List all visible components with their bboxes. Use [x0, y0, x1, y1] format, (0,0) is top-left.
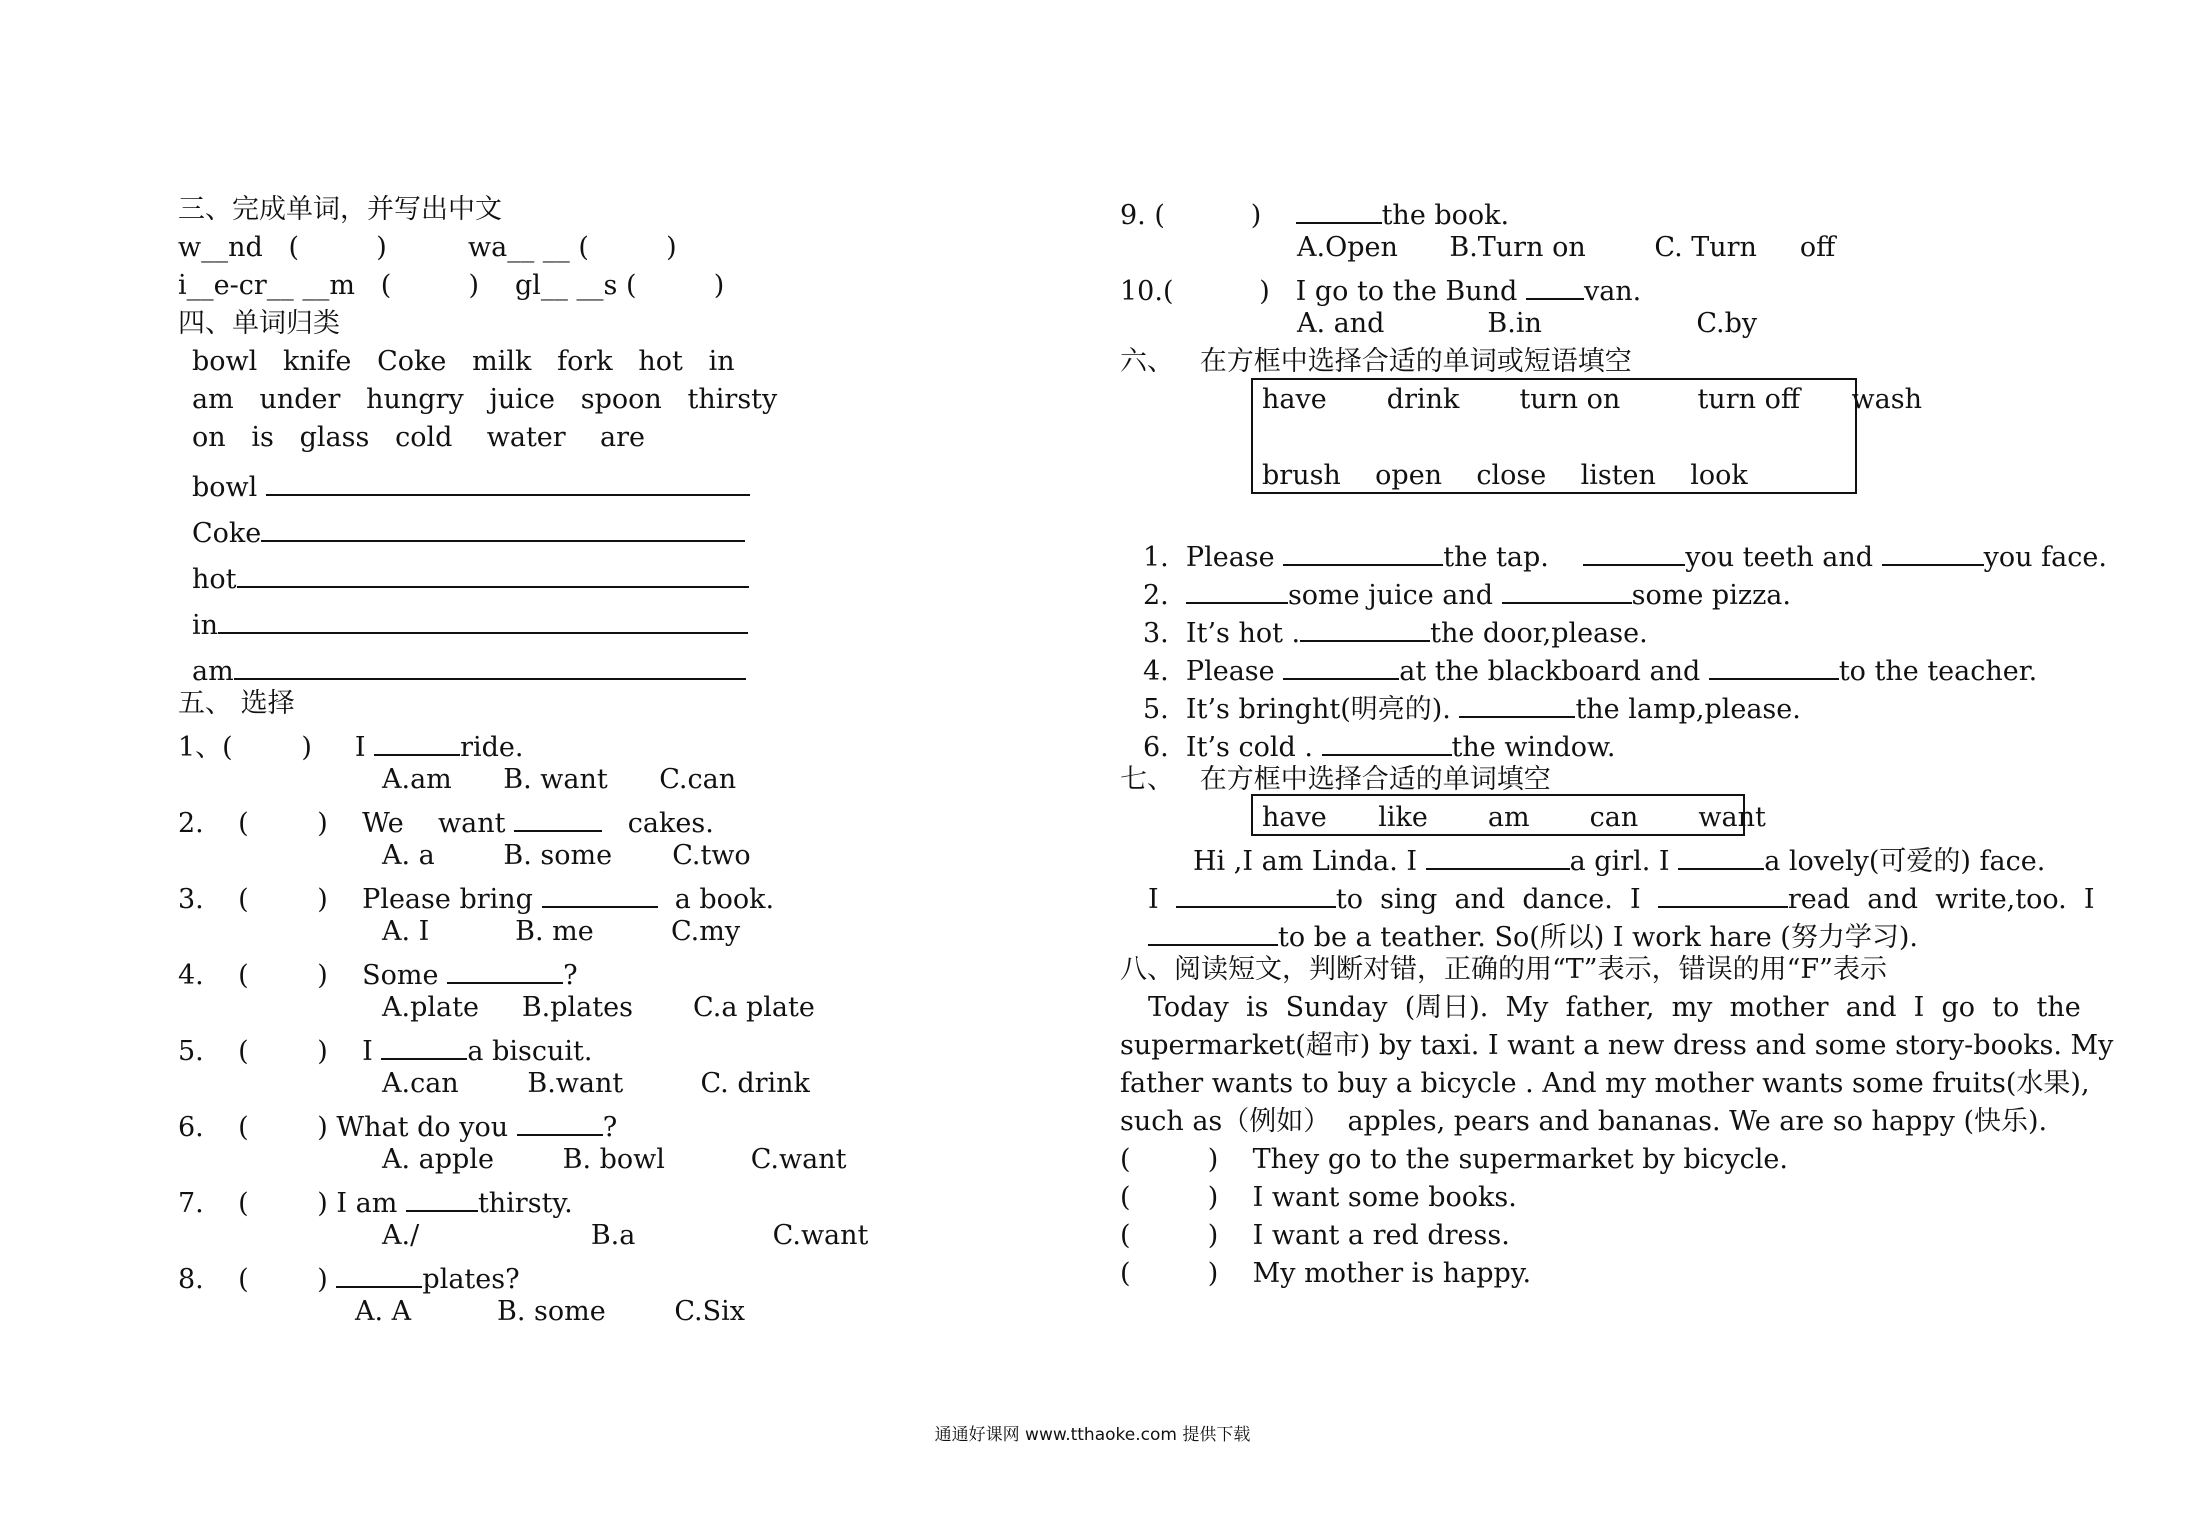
true-false-item: ( ) My mother is happy.	[1120, 1258, 1532, 1289]
blank	[1186, 576, 1288, 604]
fill-sentence	[1143, 576, 1791, 609]
fill-sentence	[1143, 652, 2037, 685]
question-1	[178, 728, 523, 761]
fill-sentence	[1143, 538, 2107, 571]
blank	[234, 652, 746, 680]
question-text: plates?	[422, 1264, 520, 1295]
passage-text: read and write,too. I	[1787, 884, 2095, 915]
reading-passage-line: Today is Sunday (周日). My father, my mother and I go to the	[1148, 992, 2081, 1023]
question-text: a book.	[657, 884, 775, 915]
question-text: 3. ( ) Please bring	[178, 884, 542, 915]
category-label: bowl	[192, 472, 258, 503]
options: A. and B.in C.by	[1297, 308, 1758, 339]
word-box-row: have drink turn on turn off wash	[1262, 384, 1922, 415]
section-8-title: 八、阅读短文，判断对错，正确的用“T”表示，错误的用“F”表示	[1120, 954, 1887, 985]
question-text: 7. ( ) I am	[178, 1188, 406, 1219]
blank	[517, 1108, 603, 1136]
section-7-title: 七、 在方框中选择合适的单词填空	[1120, 764, 1551, 795]
blank	[1300, 614, 1430, 642]
question-text: van.	[1583, 276, 1642, 307]
category-label: in	[192, 610, 219, 641]
blank	[218, 606, 748, 634]
question-text: cakes.	[602, 808, 714, 839]
blank	[336, 1260, 422, 1288]
passage-text: I	[1148, 884, 1176, 915]
question-text: ride.	[460, 732, 524, 763]
blank	[1526, 272, 1584, 300]
question-7	[178, 1184, 573, 1217]
blank	[1426, 842, 1570, 870]
word-bank-row: am under hungry juice spoon thirsty	[192, 384, 778, 415]
spelling-item: w__nd ( )	[178, 232, 387, 263]
word-box-row: have like am can want	[1262, 802, 1766, 833]
sentence-text: to the teacher.	[1838, 656, 2038, 687]
blank	[381, 1032, 467, 1060]
question-text: 5. ( ) I	[178, 1036, 382, 1067]
sentence-text: 6. It’s cold .	[1143, 732, 1322, 763]
passage-line	[1193, 842, 2045, 875]
section-6-title: 六、 在方框中选择合适的单词或短语填空	[1120, 346, 1632, 377]
sentence-text: 5. It’s bringht(明亮的).	[1143, 694, 1460, 725]
options: A.plate B.plates C.a plate	[382, 992, 815, 1023]
question-text: 8. ( )	[178, 1264, 337, 1295]
passage-text: a girl. I	[1569, 846, 1679, 877]
question-text: 1、( ) I	[178, 732, 375, 763]
blank	[1583, 538, 1685, 566]
category-line	[192, 606, 748, 639]
blank	[1658, 880, 1788, 908]
true-false-item: ( ) They go to the supermarket by bicycle.	[1120, 1144, 1788, 1175]
passage-text: to be a teather. So(所以) I work hare (努力学习).	[1278, 922, 1918, 953]
passage-text: a lovely(可爱的) face.	[1764, 846, 2046, 877]
options: A./ B.a C.want	[382, 1220, 869, 1251]
blank	[1678, 842, 1764, 870]
question-text: 2. ( ) We want	[178, 808, 515, 839]
blank	[1283, 538, 1443, 566]
passage-line	[1148, 918, 1918, 951]
spelling-item: gl__ __s ( )	[515, 270, 725, 301]
word-box-row: brush open close listen look	[1262, 460, 1748, 491]
blank	[447, 956, 563, 984]
question-text: 4. ( ) Some	[178, 960, 448, 991]
options: A.can B.want C. drink	[382, 1068, 810, 1099]
sentence-text: some pizza.	[1631, 580, 1791, 611]
sentence-text: 1. Please	[1143, 542, 1284, 573]
fill-sentence	[1143, 690, 1801, 723]
reading-passage-line: such as（例如） apples, pears and bananas. We are so happy (快乐).	[1120, 1106, 2048, 1137]
question-5	[178, 1032, 592, 1065]
blank	[542, 880, 658, 908]
question-text: ?	[563, 960, 578, 991]
category-line	[192, 652, 746, 685]
blank	[1459, 690, 1575, 718]
sentence-text: you teeth and	[1685, 542, 1882, 573]
fill-sentence	[1143, 614, 1648, 647]
passage-line	[1148, 880, 2095, 913]
passage-text: Hi ,I am Linda. I	[1193, 846, 1426, 877]
category-line	[192, 514, 745, 547]
blank	[374, 728, 460, 756]
sentence-text: 3. It’s hot .	[1143, 618, 1301, 649]
question-9	[1120, 196, 1509, 229]
blank	[406, 1184, 478, 1212]
true-false-item: ( ) I want some books.	[1120, 1182, 1517, 1213]
question-text: 10.( ) I go to the Bund	[1120, 276, 1526, 307]
blank	[266, 468, 750, 496]
sentence-text: the tap.	[1443, 542, 1584, 573]
question-8	[178, 1260, 520, 1293]
question-text: 9. ( )	[1120, 200, 1296, 231]
footer-credit: 通通好课网 www.tthaoke.com 提供下载	[934, 1425, 1251, 1445]
sentence-text: the window.	[1451, 732, 1616, 763]
sentence-text: 2.	[1143, 580, 1186, 611]
blank	[1502, 576, 1632, 604]
blank	[1882, 538, 1984, 566]
section-3-title: 三、完成单词，并写出中文	[178, 194, 502, 225]
sentence-text: at the blackboard and	[1399, 656, 1709, 687]
passage-text: to sing and dance. I	[1335, 884, 1658, 915]
question-text: ?	[602, 1112, 618, 1143]
word-bank-row: bowl knife Coke milk fork hot in	[192, 346, 735, 377]
blank	[1709, 652, 1839, 680]
blank	[1148, 918, 1278, 946]
spelling-item: wa__ __ ( )	[468, 232, 677, 263]
blank	[1283, 652, 1399, 680]
sentence-text: the lamp,please.	[1575, 694, 1801, 725]
blank	[237, 560, 749, 588]
category-label: am	[192, 656, 234, 687]
question-text: 6. ( ) What do you	[178, 1112, 517, 1143]
question-10	[1120, 272, 1641, 305]
sentence-text: the door,please.	[1430, 618, 1648, 649]
question-6	[178, 1108, 617, 1141]
section-4-title: 四、单词归类	[178, 308, 340, 339]
category-label: Coke	[192, 518, 262, 549]
reading-passage-line: supermarket(超市) by taxi. I want a new dress and some story-books. My	[1120, 1030, 2114, 1061]
blank	[1296, 196, 1382, 224]
section-5-title: 五、 选择	[178, 688, 295, 719]
sentence-text: 4. Please	[1143, 656, 1284, 687]
question-3	[178, 880, 774, 913]
blank	[1176, 880, 1336, 908]
spelling-item: i__e-cr__ __m ( )	[178, 270, 480, 301]
options: A. apple B. bowl C.want	[382, 1144, 847, 1175]
options: A.am B. want C.can	[382, 764, 737, 795]
category-label: hot	[192, 564, 237, 595]
question-4	[178, 956, 578, 989]
question-2	[178, 804, 714, 837]
options: A.Open B.Turn on C. Turn off	[1297, 232, 1836, 263]
sentence-text: some juice and	[1287, 580, 1502, 611]
question-text: the book.	[1381, 200, 1510, 231]
question-text: thirsty.	[477, 1188, 573, 1219]
true-false-item: ( ) I want a red dress.	[1120, 1220, 1510, 1251]
options: A. A B. some C.Six	[355, 1296, 745, 1327]
reading-passage-line: father wants to buy a bicycle . And my mother wants some fruits(水果),	[1120, 1068, 2090, 1099]
word-bank-row: on is glass cold water are	[192, 422, 645, 453]
options: A. I B. me C.my	[382, 916, 741, 947]
blank	[514, 804, 602, 832]
category-line	[192, 560, 749, 593]
blank	[261, 514, 745, 542]
question-text: a biscuit.	[467, 1036, 593, 1067]
sentence-text: you face.	[1983, 542, 2107, 573]
options: A. a B. some C.two	[382, 840, 751, 871]
blank	[1322, 728, 1452, 756]
fill-sentence	[1143, 728, 1615, 761]
category-line	[192, 468, 750, 501]
